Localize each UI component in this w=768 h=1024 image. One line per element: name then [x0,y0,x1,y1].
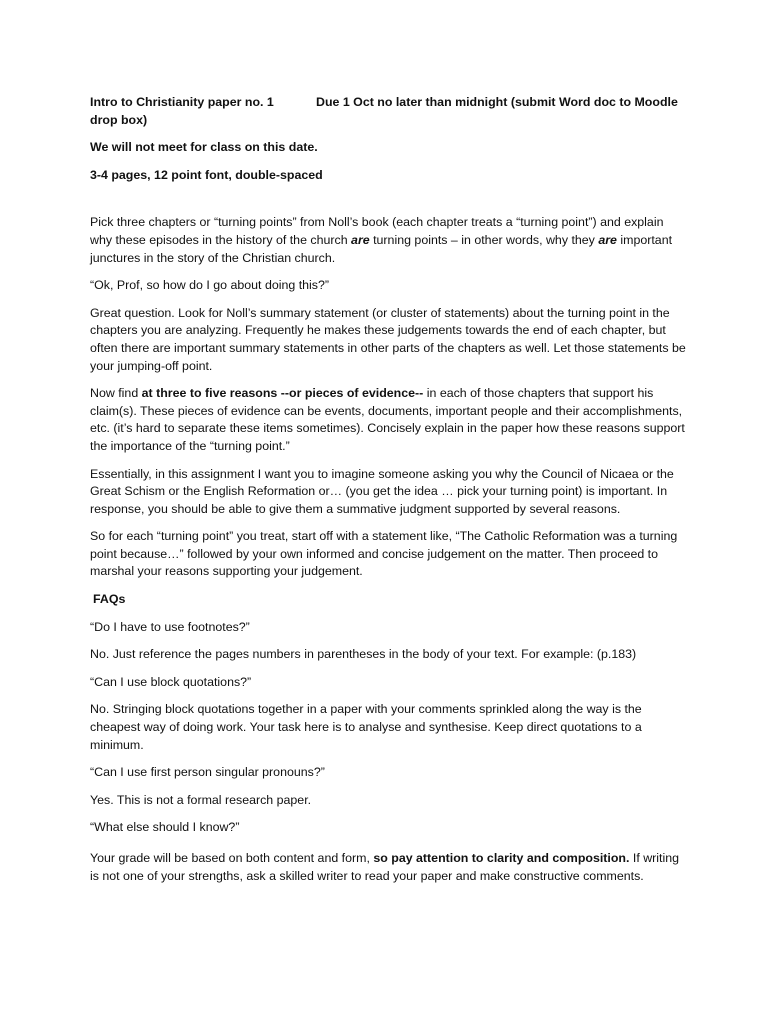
due-date: Due 1 Oct no later than midnight (submit Word doc to Moodle [316,95,678,109]
faq-question: “Can I use block quotations?” [90,674,252,689]
faq-question: “Can I use first person singular pronouns?” [90,765,325,780]
format-requirements: 3-4 pages, 12 point font, double-spaced [90,167,323,182]
bold-reasons: at three to five reasons --or pieces of evidence-- [141,386,424,401]
spacer [90,194,688,214]
emphasis-are: are [351,232,370,247]
faq-heading: FAQs [93,592,126,607]
paper-title: Intro to Christianity paper no. 1 [90,95,274,109]
text-span: If writing is not one of your strengths, ask a skilled writer to read your paper and make constructive comments. [90,851,680,883]
faq-answer: No. Just reference the pages numbers in parentheses in the body of your text. For example: (p.183) [90,647,637,662]
instructions-paragraph [90,214,688,267]
faq-question: “What else should I know?” [90,820,240,835]
text-span: important junctures in the story of the Christian church. [90,232,673,265]
evidence-paragraph [90,385,688,455]
essentially-paragraph: Essentially, in this assignment I want you to imagine someone asking you why the Council of Nicaea or the Great Schism or the English Reformation or… (you get the idea … pick your turning point) is important. In response, you should be able to give them a summative judgment supported by several reasons. [90,466,674,516]
due-date-continued: drop box) [90,112,148,127]
text-span: Now find [90,386,142,401]
faq-answer: No. Stringing block quotations together in a paper with your comments sprinkled along the way is the cheapest way of doing work. Your task here is to analyse and synthesise. Keep direct quotations to a minimum. [90,702,642,752]
text-span: turning points – in other words, why they [369,232,599,247]
faq-question: “Do I have to use footnotes?” [90,619,250,634]
student-question: “Ok, Prof, so how do I go about doing this?” [90,278,329,293]
turning-point-paragraph: So for each “turning point” you treat, start off with a statement like, “The Catholic Reformation was a turning point because…” followed by your own informed and concise judgement on the matter. Then proceed to marshal your reasons supporting your judgement. [90,529,678,579]
summary-statement-paragraph: Great question. Look for Noll’s summary statement (or cluster of statements) about the turning point in the chapters you are analyzing. Frequently he makes these judgements towards the end of each chapter, but often there are important summary statements in other parts of the chapters as well. Let those statements be your jumping-off point. [90,305,686,373]
grading-paragraph [90,850,688,885]
text-span: Your grade will be based on both content and form, [90,851,374,865]
text-span: in each of those chapters that support his claim(s). These pieces of evidence can be events, documents, important people and their accomplishments, etc. (it’s hard to separate these items sometimes). Concisely explain in the paper how these reasons support the importance of the “turning point.” [90,386,685,453]
title-line [90,94,688,112]
bold-clarity: so pay attention to clarity and composition. [373,851,630,865]
no-class-notice: We will not meet for class on this date. [90,140,318,155]
faq-answer: Yes. This is not a formal research paper. [90,792,312,807]
text-span: Pick three chapters or “turning points” from Noll’s book (each chapter treats a “turning point”) and explain why these episodes in the history of the church [90,215,664,247]
emphasis-are: are [598,232,617,247]
